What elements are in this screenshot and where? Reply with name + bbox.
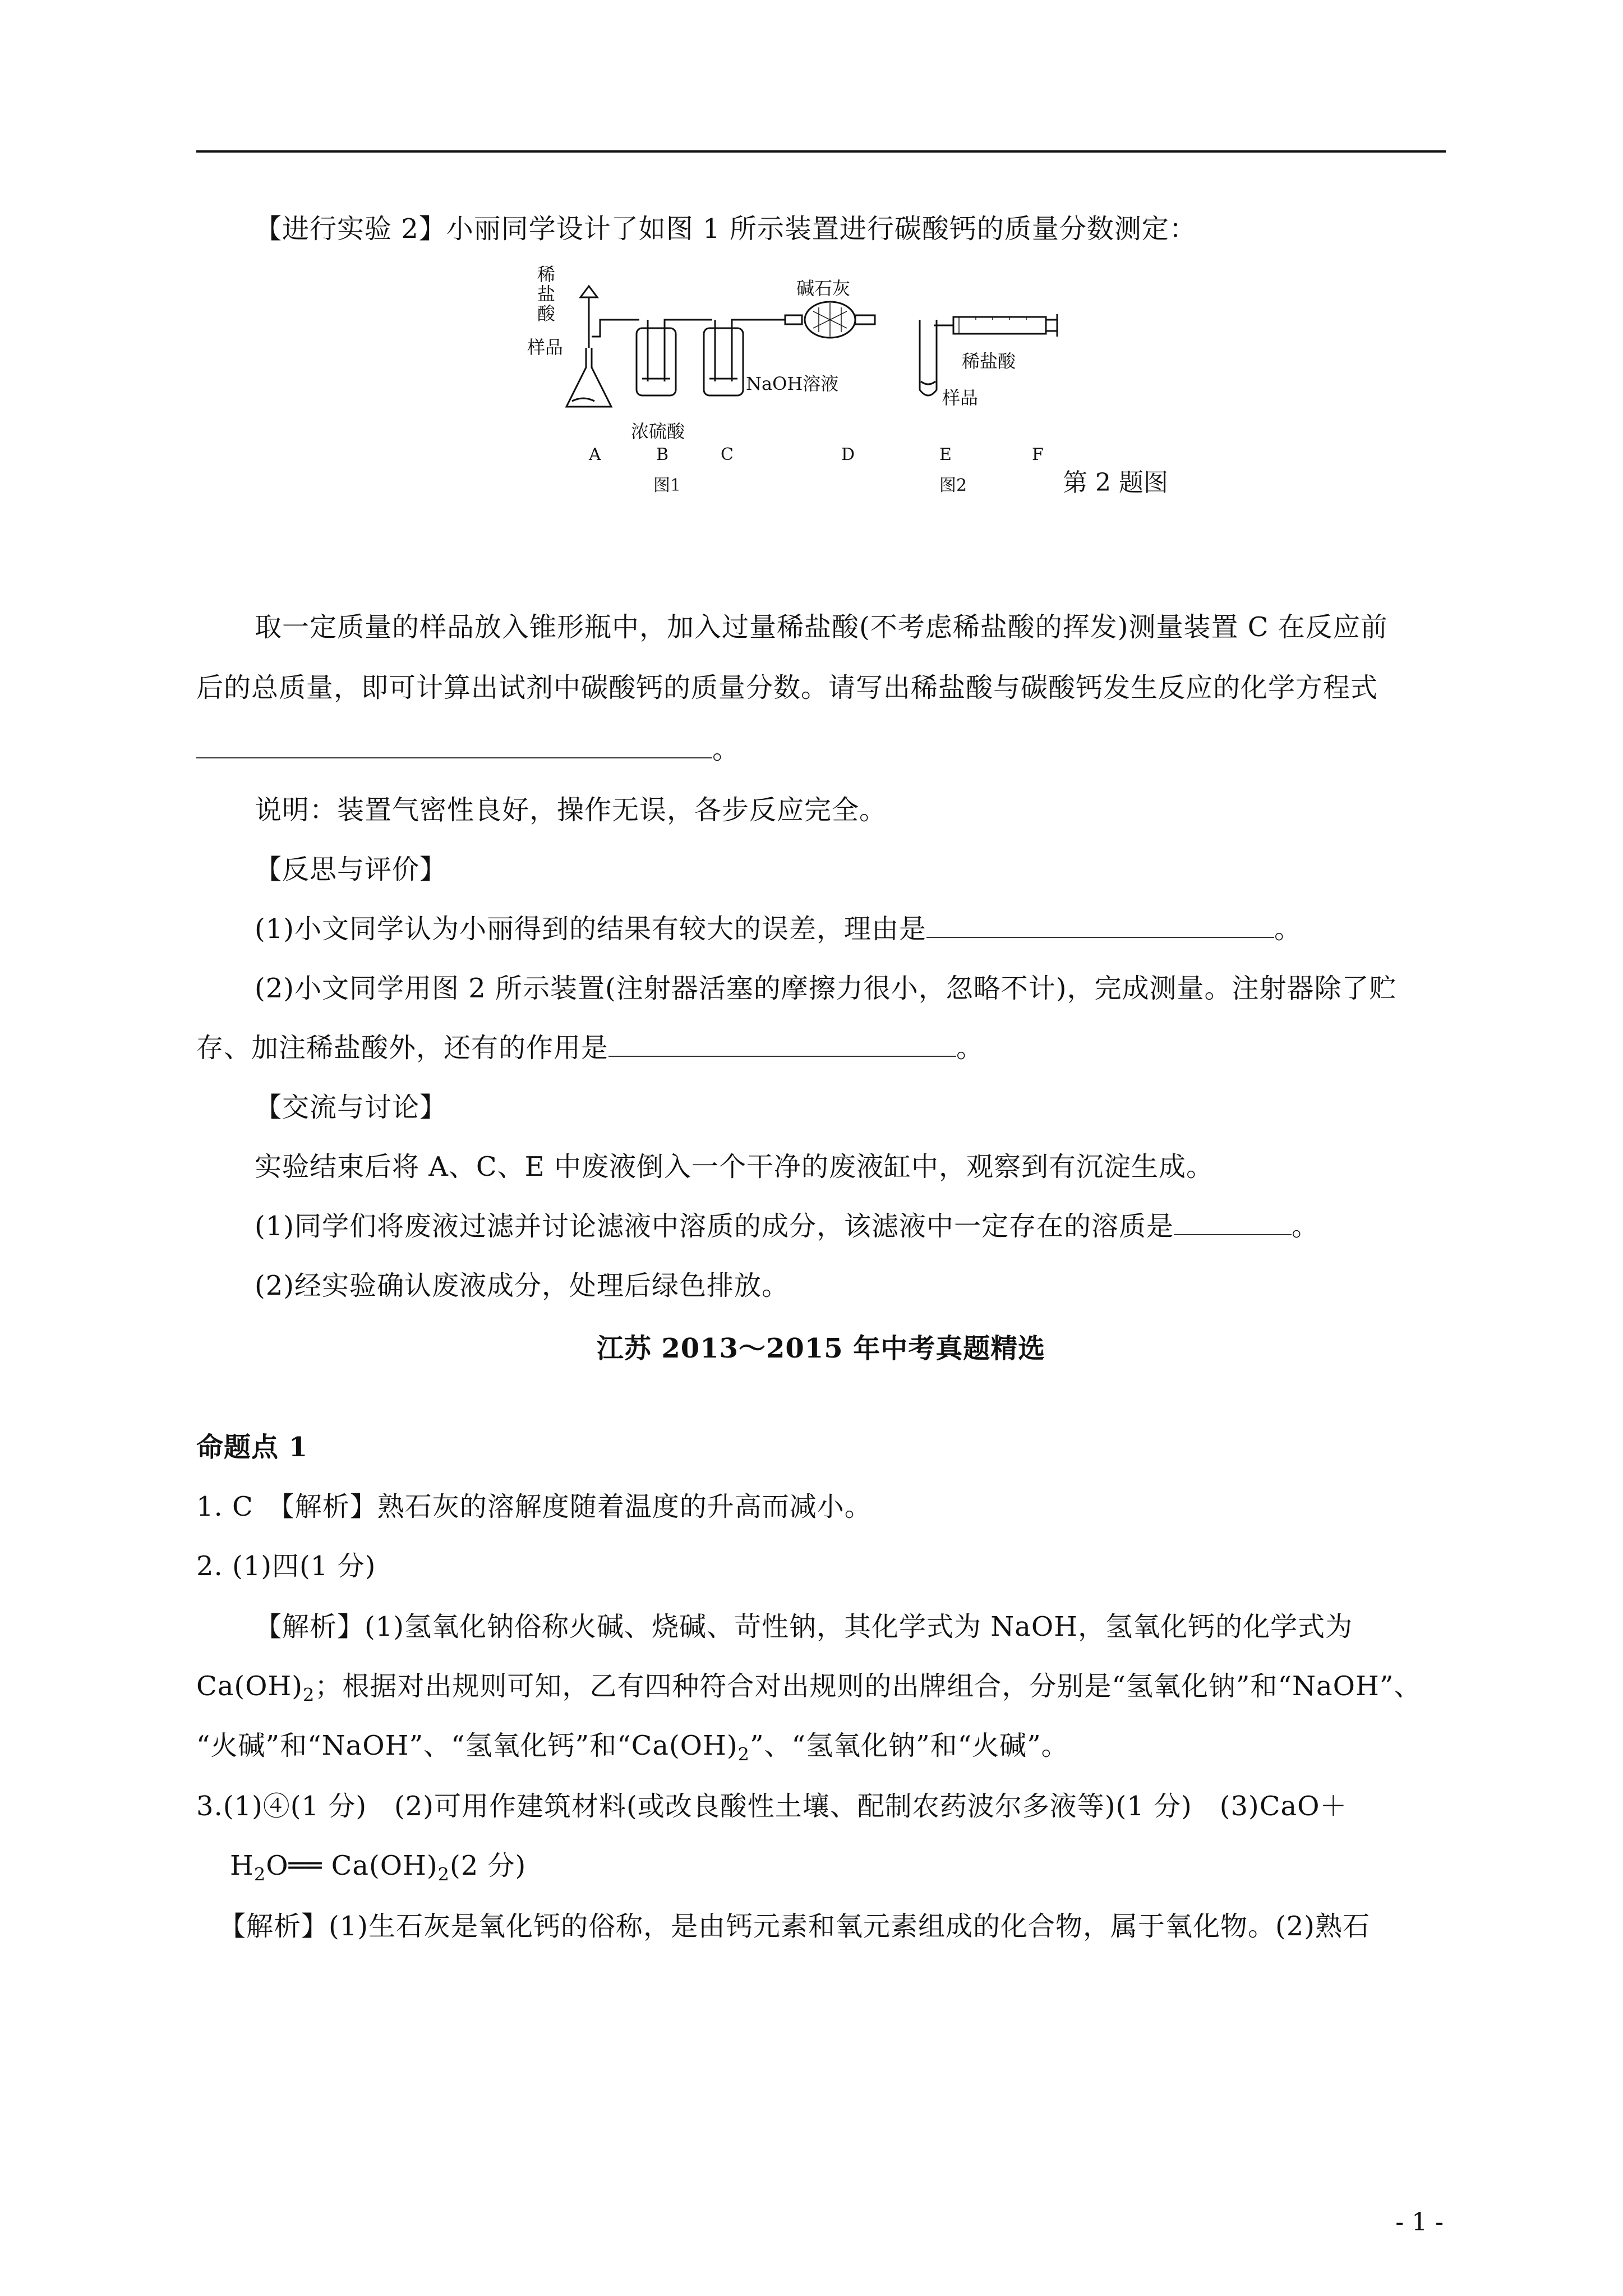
- answer-1: 1. C 【解析】熟石灰的溶解度随着温度的升高而减小。: [196, 1491, 872, 1522]
- experiment-2-heading: 【进行实验 2】小丽同学设计了如图 1 所示装置进行碳酸钙的质量分数测定：: [255, 213, 1197, 245]
- answer-blank-reason[interactable]: [926, 912, 1274, 938]
- label-sample: 样品: [527, 337, 564, 358]
- label-sodalime: 碱石灰: [796, 278, 851, 299]
- label-conc-h2so4: 浓硫酸: [631, 421, 685, 442]
- figure-caption: 第 2 题图: [1063, 468, 1168, 497]
- discuss-q2: (2)经实验确认废液成分，处理后绿色排放。: [255, 1270, 789, 1301]
- answer-3-expl: 【解析】(1)生石灰是氧化钙的俗称，是由钙元素和氧元素组成的化合物，属于氧化物。(2)熟石: [219, 1911, 1370, 1942]
- answer-2-expl-line2: $Ca(OH)_2$；根据对出规则可知，乙有四种符合对出规则的出牌组合，分别是“氢氧化钠”和“NaOH”、: [196, 1671, 1422, 1706]
- reflect-heading: 【反思与评价】: [255, 854, 448, 885]
- fig2-label: 图2: [939, 476, 967, 495]
- label-yan: 盐: [537, 283, 556, 305]
- label-sample2: 样品: [942, 387, 979, 408]
- letter-d: D: [841, 445, 855, 464]
- answer-2: 2. (1)四(1 分): [196, 1550, 376, 1582]
- answer-blank-solute[interactable]: [1174, 1209, 1292, 1235]
- label-dil-hcl: 稀盐酸: [962, 351, 1016, 372]
- letter-e: E: [939, 445, 952, 464]
- para1-line1: 取一定质量的样品放入锥形瓶中，加入过量稀盐酸(不考虑稀盐酸的挥发)测量装置 C 在反应前: [255, 611, 1388, 643]
- section-title: 江苏 2013～2015 年中考真题精选: [596, 1333, 1046, 1364]
- apparatus-figure: [527, 264, 1200, 505]
- note: 说明：装置气密性良好，操作无误，各步反应完全。: [255, 794, 887, 826]
- letter-f: F: [1032, 445, 1044, 464]
- reflect-q1: (1)小文同学认为小丽得到的结果有较大的误差，理由是 。: [255, 913, 1302, 945]
- discuss-heading: 【交流与讨论】: [255, 1092, 448, 1123]
- answer-2-expl-line3: “火碱”和“NaOH”、“氢氧化钙”和“$Ca(OH)_2$”、“氢氧化钠”和“火碱”。: [196, 1730, 1069, 1765]
- reflect-q2-line2: 存、加注稀盐酸外，还有的作用是 。: [196, 1032, 984, 1064]
- answer-3-line2: $H_2O══$ $Ca(OH)_2(2$ 分): [230, 1850, 527, 1885]
- answer-3-line1: 3.(1)④(1 分) (2)可用作建筑材料(或改良酸性土壤、配制农药波尔多液等)(1 分) (3)CaO＋: [196, 1791, 1348, 1822]
- reflect-q2-line1: (2)小文同学用图 2 所示装置(注射器活塞的摩擦力很小，忽略不计)，完成测量。注射器除了贮: [255, 973, 1397, 1004]
- discuss-text: 实验结束后将 A、C、E 中废液倒入一个干净的废液缸中，观察到有沉淀生成。: [255, 1151, 1214, 1182]
- fig1-label: 图1: [653, 476, 681, 495]
- para1-line2: 后的总质量，即可计算出试剂中碳酸钙的质量分数。请写出稀盐酸与碳酸钙发生反应的化学方程式: [196, 672, 1378, 703]
- answer-2-expl-line1: 【解析】(1)氢氧化钠俗称火碱、烧碱、苛性钠，其化学式为 NaOH，氢氧化钙的化学式为: [255, 1611, 1353, 1642]
- answer-blank-equation[interactable]: [196, 733, 712, 758]
- letter-a: A: [589, 445, 601, 464]
- label-naoh: NaOH溶液: [746, 373, 839, 394]
- letter-b: B: [656, 445, 669, 464]
- label-suan: 酸: [537, 303, 556, 324]
- discuss-q1: (1)同学们将废液过滤并讨论滤液中溶质的成分，该滤液中一定存在的溶质是 。: [255, 1211, 1320, 1242]
- page-number: - 1 -: [1395, 2208, 1444, 2237]
- answer-blank-syringe-role[interactable]: [608, 1031, 956, 1057]
- letter-c: C: [721, 445, 734, 464]
- label-xi: 稀: [537, 264, 556, 285]
- point-title: 命题点 1: [196, 1432, 308, 1463]
- para1-answer-line: 。: [196, 733, 1446, 766]
- header-rule: [196, 150, 1446, 153]
